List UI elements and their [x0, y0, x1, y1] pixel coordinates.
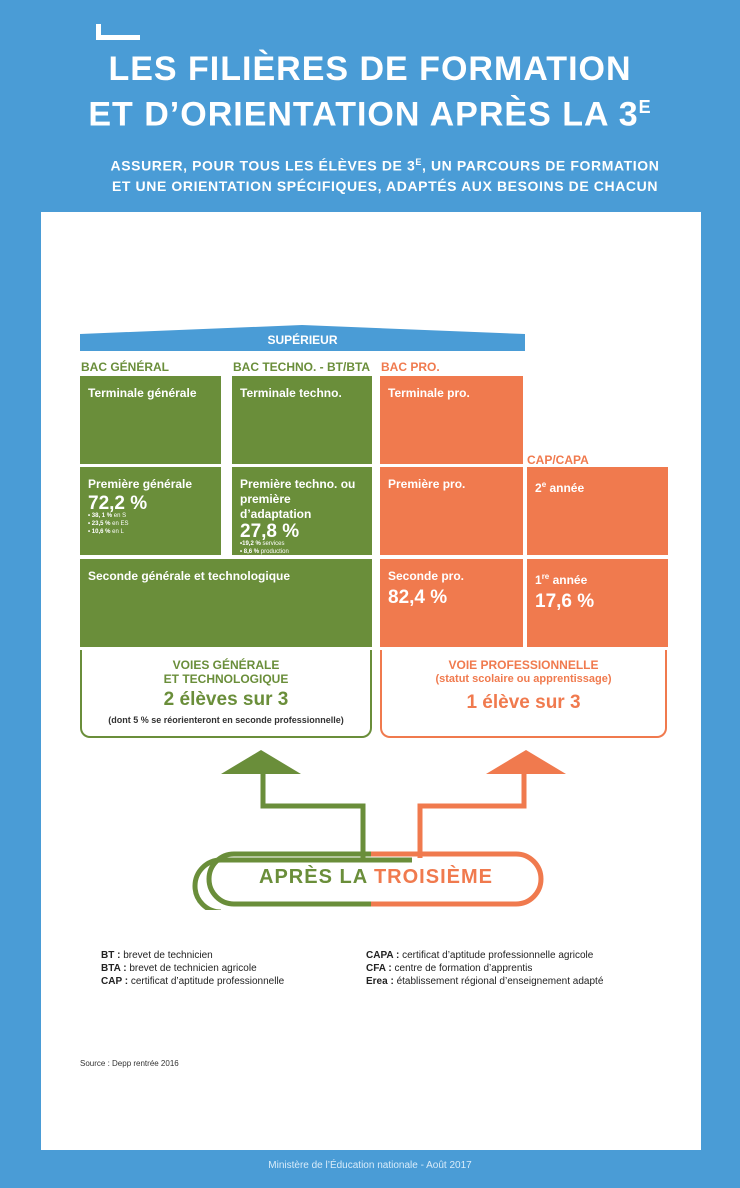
box-premiere-generale: Première générale 72,2 % • 38, 1 % en S • 23,5 % en ES • 10,6 % en L — [80, 467, 221, 555]
box-cap-2e-annee: 2e année — [527, 467, 668, 555]
box-cap-1re-annee: 1re année 17,6 % — [527, 559, 668, 647]
detail-item: • 8,6 % production — [240, 549, 289, 555]
box-seconde-gt: Seconde générale et technologique — [80, 559, 372, 647]
box-seconde-pro: Seconde pro. 82,4 % — [380, 559, 523, 647]
title-line-2: ET D’ORIENTATION APRÈS LA $3^E$ — [88, 95, 652, 134]
cap-1re-pct: 17,6 % — [535, 591, 595, 612]
orange-arrow-path — [420, 774, 524, 858]
box-terminale-generale: Terminale générale — [80, 376, 221, 464]
box-terminale-techno: Terminale techno. — [232, 376, 372, 464]
legend-item: BT : brevet de technicien — [101, 950, 213, 961]
box-terminale-pro: Terminale pro. — [380, 376, 523, 464]
legend-left — [101, 949, 284, 988]
label-bac-general: BAC GÉNÉRAL — [81, 360, 170, 374]
summary-voies-generale-techno: VOIES GÉNÉRALE ET TECHNOLOGIQUE 2 élèves sur 3 (dont 5 % se réorienteront en seconde professionnelle) — [80, 650, 372, 738]
source-note: Source : Depp rentrée 2016 — [80, 1059, 179, 1068]
subtitle-line-1: ASSURER, POUR TOUS LES ÉLÈVES DE $3^E$, UN PARCOURS DE FORMATION — [110, 157, 660, 174]
label-cap-capa: CAP/CAPA — [527, 453, 589, 467]
legend-item: Erea : établissement régional d’enseignement adapté — [366, 976, 604, 987]
green-arrow-head — [221, 750, 301, 774]
box-premiere-techno: Première techno. ou première d’adaptation 27,8 % •19,2 % services • 8,6 % production — [232, 467, 372, 555]
premiere-techno-details — [240, 540, 364, 556]
legend-item: BTA : brevet de technicien agricole — [101, 963, 257, 974]
legend-item: CFA : centre de formation d’apprentis — [366, 963, 533, 974]
apres-la-troisieme: APRÈS LA TROISIÈME — [259, 866, 493, 888]
detail-item: • 10,6 % en L — [88, 529, 124, 535]
green-arrow-path — [263, 774, 363, 858]
premiere-generale-pct: 72,2 % — [88, 493, 148, 514]
orange-arrow-head — [486, 750, 566, 774]
detail-item: • 38, 1 % en S — [88, 513, 127, 519]
premiere-generale-details — [88, 512, 213, 536]
voie-generale-value: 2 élèves sur 3 — [163, 689, 289, 710]
label-bac-pro: BAC PRO. — [381, 360, 440, 374]
page-title — [40, 50, 700, 133]
page-subtitle — [60, 152, 710, 196]
title-decoration — [96, 24, 140, 40]
subtitle-line-2: ET UNE ORIENTATION SPÉCIFIQUES, ADAPTÉS AUX BESOINS DE CHACUN — [111, 177, 659, 194]
box-premiere-pro: Première pro. — [380, 467, 523, 555]
label-bac-techno: BAC TECHNO. - BT/BTA — [233, 360, 371, 374]
title-line-1: LES FILIÈRES DE FORMATION — [108, 50, 632, 88]
footer-credit: Ministère de l’Éducation nationale - Août 2017 — [268, 1160, 472, 1171]
legend-item: CAP : certificat d’aptitude professionnelle — [101, 976, 285, 987]
superieur-label: SUPÉRIEUR — [267, 333, 338, 347]
premiere-techno-pct: 27,8 % — [240, 521, 300, 542]
seconde-pro-pct: 82,4 % — [388, 587, 448, 608]
detail-item: •19,2 % services — [240, 541, 285, 547]
summary-voie-pro: VOIE PROFESSIONNELLE (statut scolaire ou apprentissage) 1 élève sur 3 — [380, 650, 667, 738]
content-card — [41, 212, 701, 1150]
detail-item: • 23,5 % en ES — [88, 521, 129, 527]
legend-right — [366, 949, 603, 988]
legend-item: CAPA : certificat d’aptitude professionnelle agricole — [366, 950, 594, 961]
voie-pro-value: 1 élève sur 3 — [466, 692, 581, 713]
